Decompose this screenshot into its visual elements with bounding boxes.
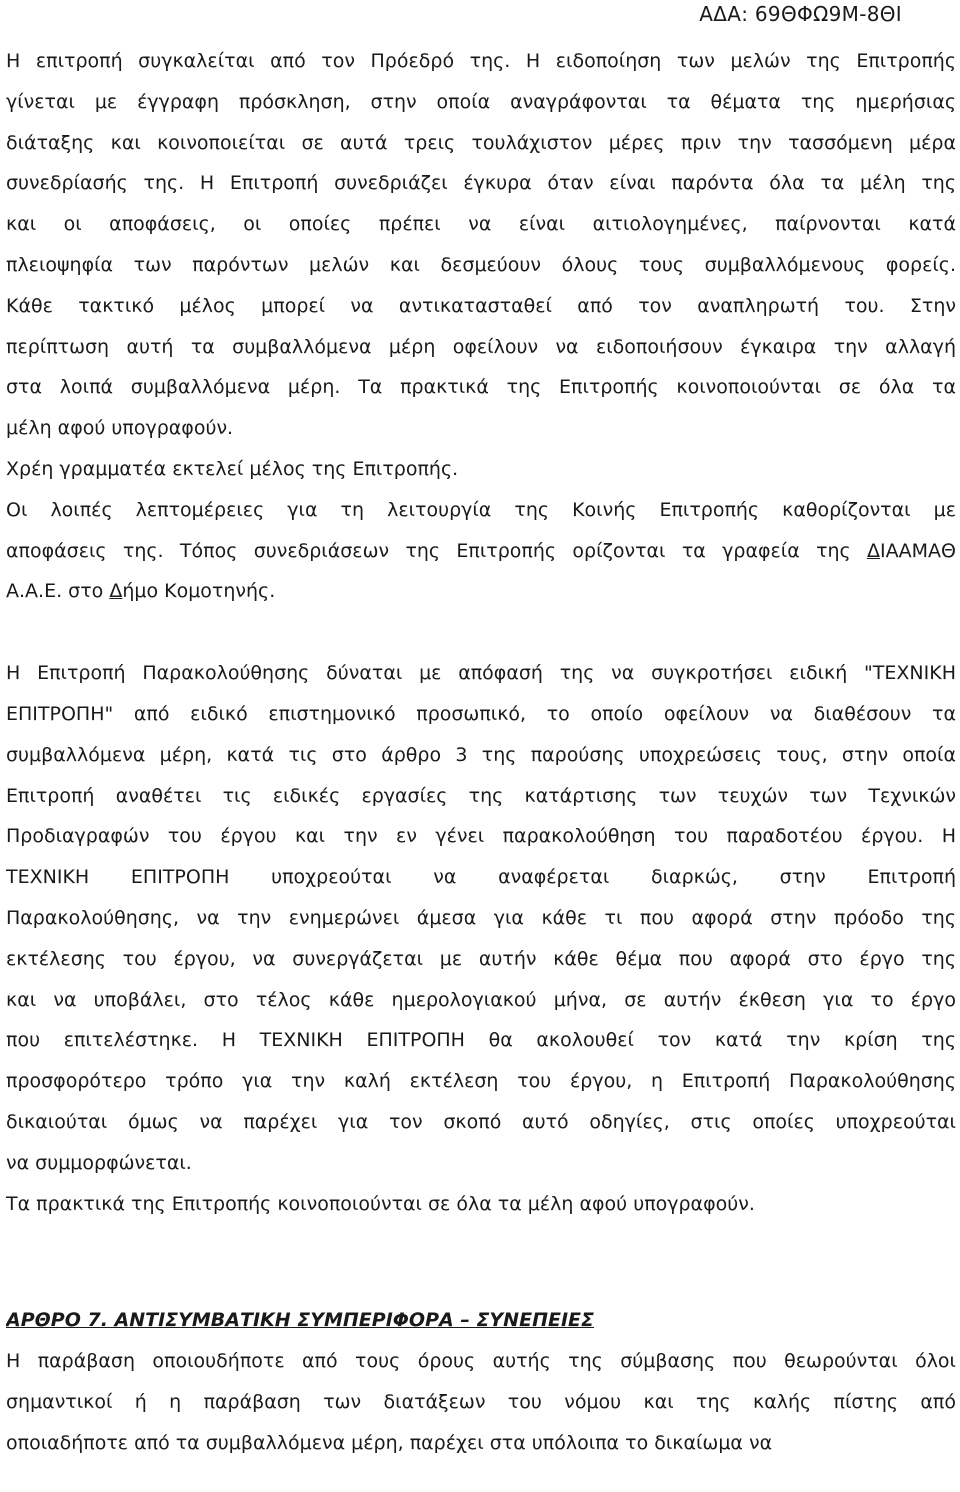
text-line: σημαντικοί ή η παράβαση των διατάξεων του νόμου και της καλής πίστης από	[6, 1390, 956, 1413]
text-line: δικαιούται όμως να παρέχει για τον σκοπό αυτό οδηγίες, στις οποίες υποχρεούται	[6, 1110, 956, 1133]
article-heading: ΑΡΘΡΟ 7. ΑΝΤΙΣΥΜΒΑΤΙΚΗ ΣΥΜΠΕΡΙΦΟΡΑ – ΣΥΝΕΠΕΙΕΣ	[6, 1309, 594, 1332]
text-line: μέλη αφού υπογραφούν.	[6, 417, 234, 440]
text-line: συνεδρίασής της. Η Επιτροπή συνεδριάζει έγκυρα όταν είναι παρόντα όλα τα μέλη της	[6, 172, 956, 195]
underlined-letter: Δ	[867, 539, 881, 562]
text-line: Επιτροπή αναθέτει τις ειδικές εργασίες της κατάρτισης των τευχών των Τεχνικών	[6, 784, 956, 807]
text-line: πλειοψηφία των παρόντων μελών και δεσμεύουν όλους τους συμβαλλόμενους φορείς.	[6, 253, 956, 276]
text-line: Παρακολούθησης, να την ενημερώνει άμεσα για κάθε τι που αφορά στην πρόοδο της	[6, 906, 956, 929]
text-line: Η επιτροπή συγκαλείται από τον Πρόεδρό της. Η ειδοποίηση των μελών της Επιτροπής	[6, 50, 956, 72]
document-page	[6, 41, 956, 1464]
paragraph-secretary: Χρέη γραμματέα εκτελεί μέλος της Επιτροπής.	[6, 457, 459, 480]
paragraph-gap	[6, 612, 956, 653]
text-line: που επιτελέστηκε. Η ΤΕΧΝΙΚΗ ΕΠΙΤΡΟΠΗ θα ακολουθεί τον κατά την κρίση της	[6, 1029, 956, 1052]
ada-code: ΑΔΑ: 69ΘΦΩ9Μ-8ΘΙ	[699, 2, 902, 26]
text-line: Η παράβαση οποιουδήποτε από τους όρους αυτής της σύμβασης που θεωρούνται όλοι	[6, 1350, 956, 1373]
text-line: και οι αποφάσεις, οι οποίες πρέπει να είναι αιτιολογημένες, παίρνονται κατά	[6, 213, 956, 236]
text-line: γίνεται με έγγραφη πρόσκληση, στην οποία αναγράφονται τα θέματα της ημερήσιας	[6, 90, 956, 113]
text-line: και να υποβάλει, στο τέλος κάθε ημερολογιακού μήνα, σε αυτήν έκθεση για το έργο	[6, 988, 956, 1011]
text-line: να συμμορφώνεται.	[6, 1151, 192, 1174]
text-line: ΤΕΧΝΙΚΗ ΕΠΙΤΡΟΠΗ υποχρεούται να αναφέρεται διαρκώς, στην Επιτροπή	[6, 866, 956, 889]
text-line: οποιαδήποτε από τα συμβαλλόμενα μέρη, παρέχει στα υπόλοιπα το δικαίωμα να	[6, 1431, 773, 1454]
paragraph-breach	[6, 1341, 956, 1463]
text-segment: Α.Α.Ε. στο	[6, 580, 110, 603]
text-line: Κάθε τακτικό μέλος μπορεί να αντικατασταθεί από τον αναπληρωτή του. Στην	[6, 294, 956, 317]
text-line	[6, 571, 956, 612]
text-segment: αποφάσεις της. Τόπος συνεδριάσεων της Επιτροπής ορίζονται τα γραφεία της	[6, 539, 868, 562]
text-line: στα λοιπά συμβαλλόμενα μέρη. Τα πρακτικά της Επιτροπής κοινοποιούνται σε όλα τα	[6, 376, 956, 399]
text-line: Η Επιτροπή Παρακολούθησης δύναται με απόφασή της να συγκροτήσει ειδική "ΤΕΧΝΙΚΗ	[6, 662, 956, 685]
text-line: συμβαλλόμενα μέρη, κατά τις στο άρθρο 3 της παρούσης υποχρεώσεις τους, στην οποία	[6, 743, 956, 766]
text-line: προσφορότερο τρόπο για την καλή εκτέλεση του έργου, η Επιτροπή Παρακολούθησης	[6, 1070, 956, 1093]
text-line: ΕΠΙΤΡΟΠΗ" από ειδικό επιστημονικό προσωπικό, το οποίο οφείλουν να διαθέσουν τα	[6, 702, 956, 725]
text-line: Προδιαγραφών του έργου και την εν γένει παρακολούθηση του παραδοτέου έργου. Η	[6, 825, 956, 848]
text-line: διάταξης και κοινοποιείται σε αυτά τρεις τουλάχιστον μέρες πριν την τασσόμενη μέρα	[6, 131, 956, 154]
text-line: εκτέλεσης του έργου, να συνεργάζεται με αυτήν κάθε θέμα που αφορά στο έργο της	[6, 947, 956, 970]
text-line	[6, 531, 956, 572]
text-line: περίπτωση αυτή τα συμβαλλόμενα μέρη οφείλουν να ειδοποιήσουν έγκαιρα την αλλαγή	[6, 335, 956, 358]
paragraph-committee-meetings	[6, 41, 956, 449]
paragraph-minutes: Τα πρακτικά της Επιτροπής κοινοποιούνται σε όλα τα μέλη αφού υπογραφούν.	[6, 1192, 755, 1215]
text-line: Οι λοιπές λεπτομέρειες για τη λειτουργία της Κοινής Επιτροπής καθορίζονται με	[6, 498, 956, 521]
paragraph-technical-committee	[6, 653, 956, 1183]
text-segment: ΙΑΑΜΑΘ	[880, 539, 956, 562]
text-segment: ήμο Κομοτηνής.	[122, 580, 276, 603]
section-gap	[6, 1224, 956, 1300]
paragraph-details	[6, 490, 956, 612]
underlined-letter: Δ	[109, 580, 123, 603]
